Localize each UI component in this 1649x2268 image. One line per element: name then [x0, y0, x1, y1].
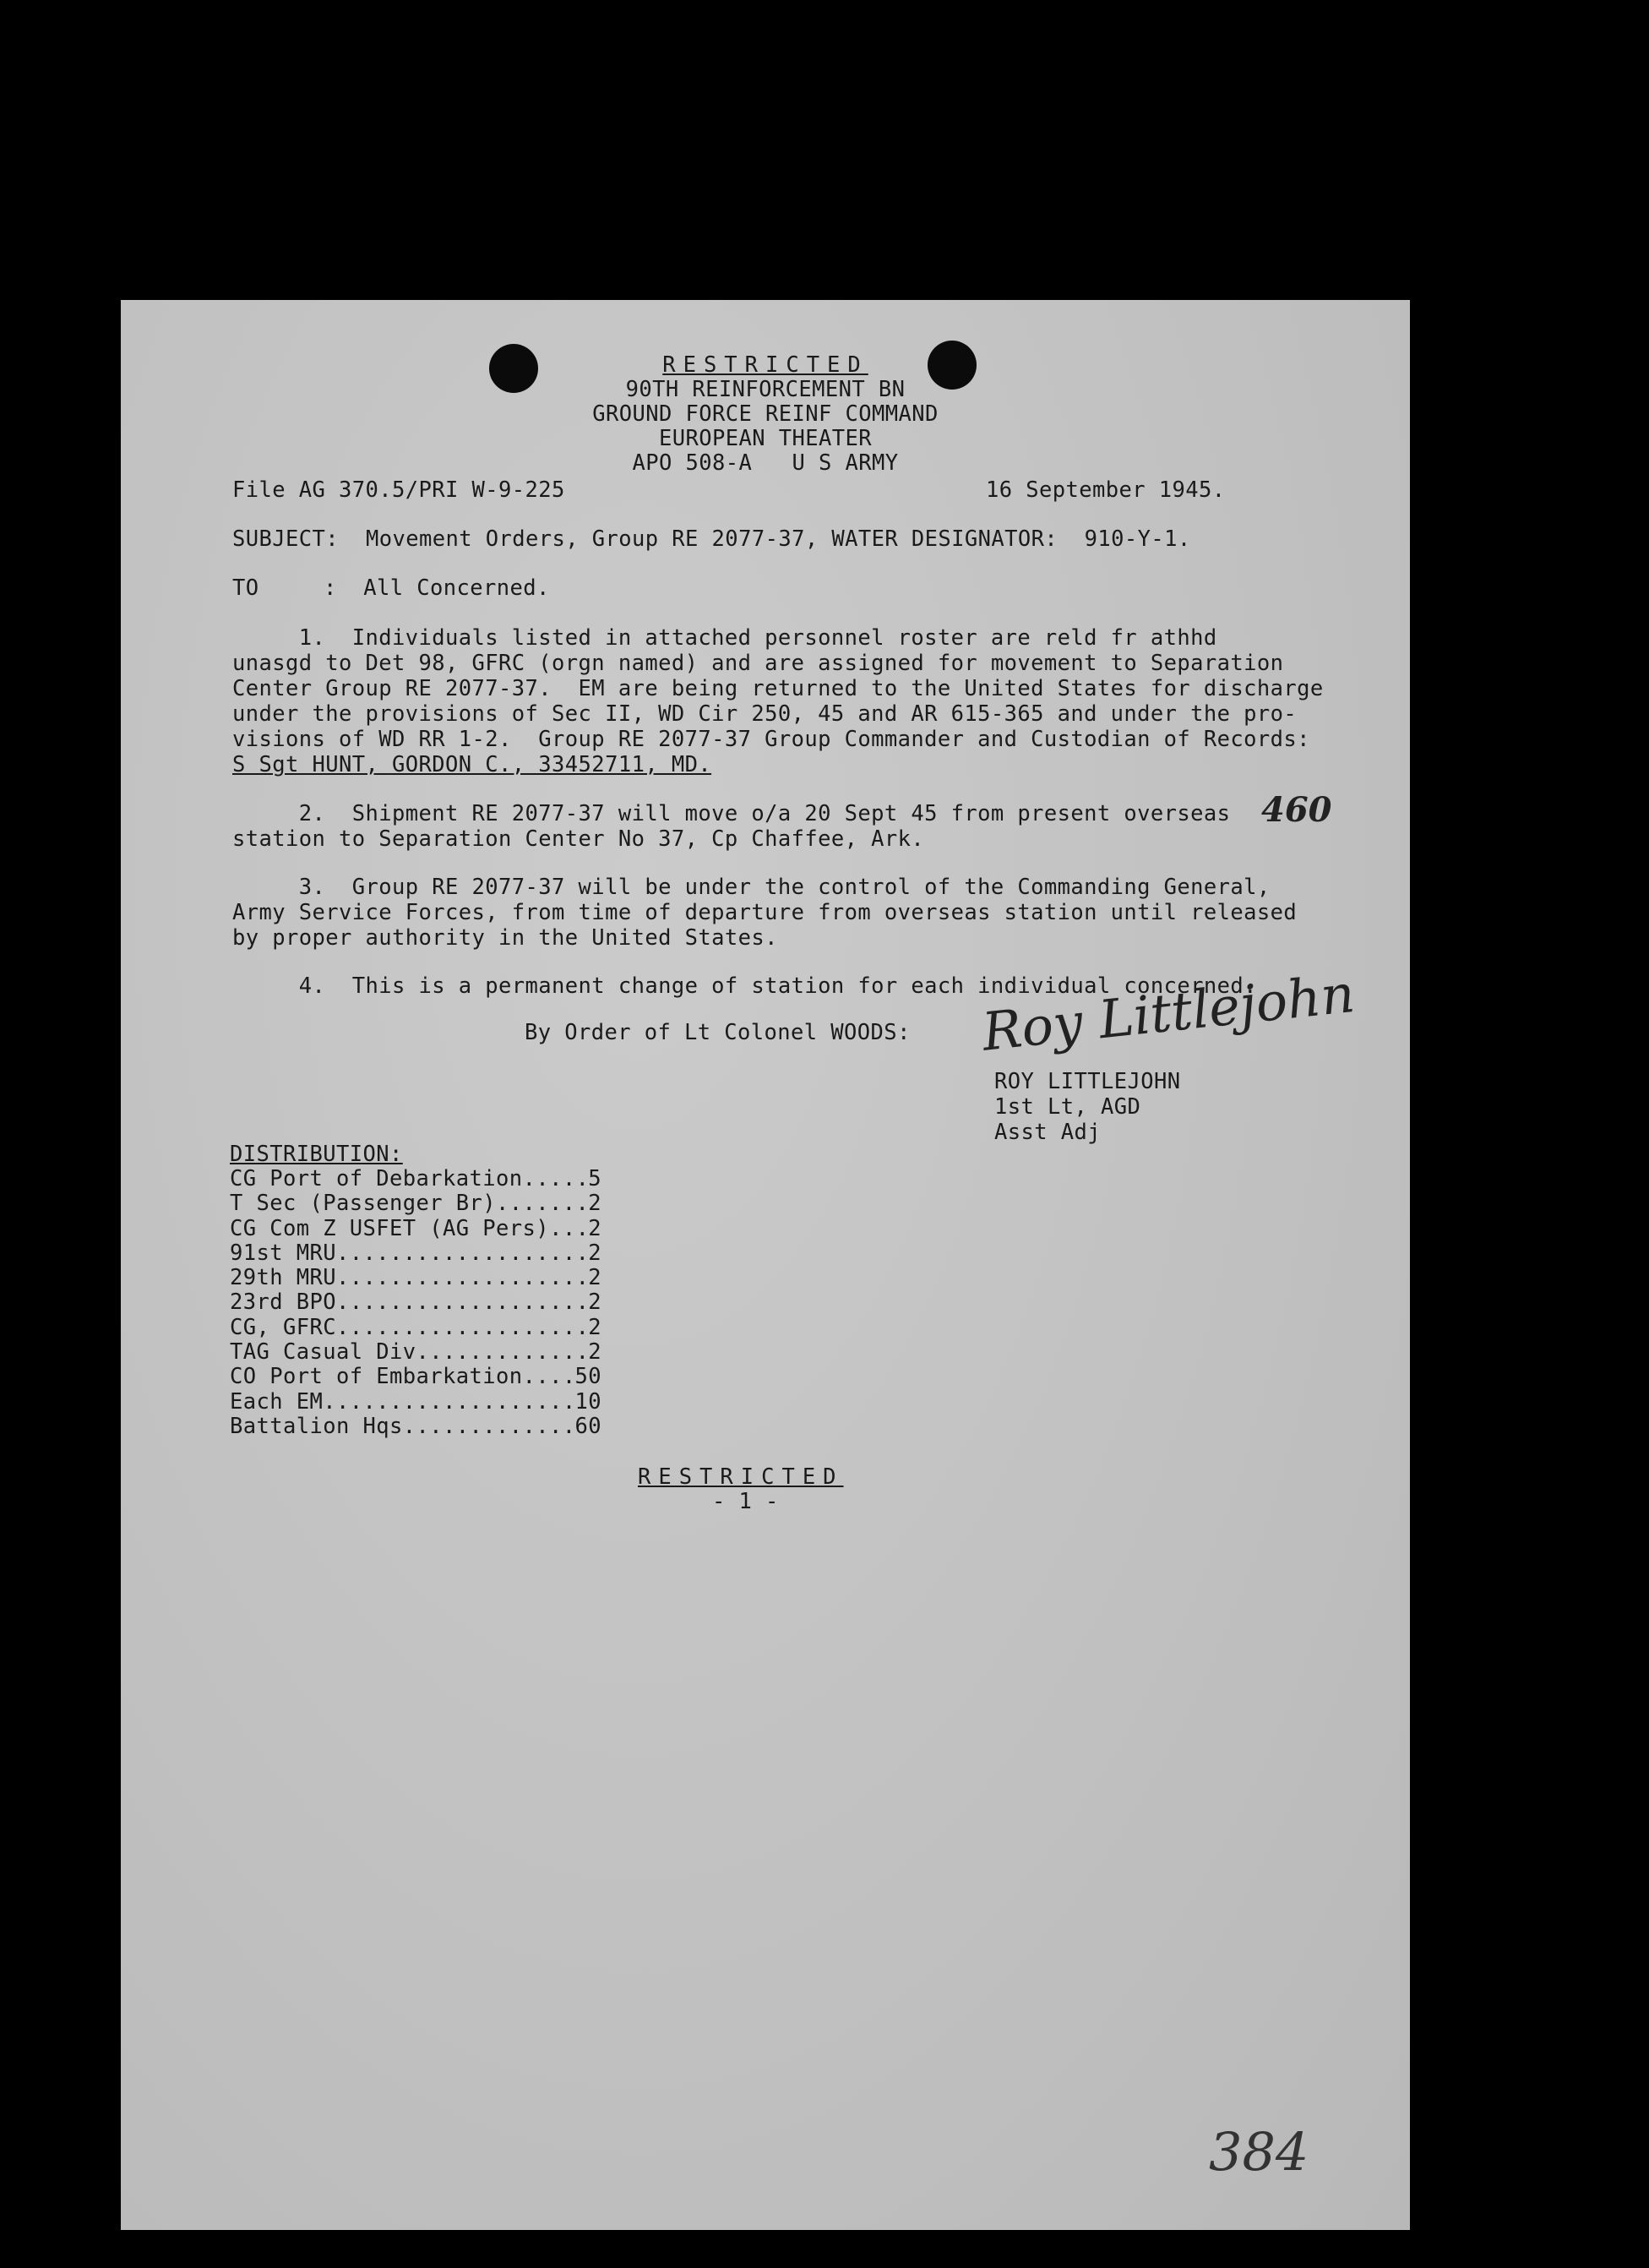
paragraph-4-line-1: 4. This is a permanent change of station for each individual concerned.	[232, 973, 1257, 999]
distribution-row	[230, 1167, 601, 1191]
paragraph-3-line-1: 3. Group RE 2077-37 will be under the control of the Commanding General,	[232, 875, 1271, 900]
distribution-copies: 2	[588, 1289, 601, 1316]
distribution-recipient: Battalion Hqs	[230, 1413, 403, 1439]
to-label: TO	[232, 575, 259, 601]
distribution-copies: 2	[588, 1265, 601, 1291]
distribution-row	[230, 1316, 601, 1340]
distribution-copies: 2	[588, 1215, 601, 1241]
signature-title: Asst Adj	[994, 1120, 1102, 1145]
signature-name: ROY LITTLEJOHN	[994, 1069, 1181, 1094]
distribution-recipient: CO Port of Embarkation	[230, 1364, 523, 1390]
document-date: 16 September 1945.	[986, 477, 1226, 503]
distribution-row	[230, 1191, 601, 1216]
handwritten-460: 460	[1261, 790, 1332, 830]
distribution-heading: DISTRIBUTION:	[230, 1142, 403, 1167]
distribution-recipient: TAG Casual Div	[230, 1339, 416, 1366]
paragraph-1-line-3: Center Group RE 2077-37. EM are being returned to the United States for discharge	[232, 676, 1324, 701]
header-command: GROUND FORCE REINF COMMAND	[592, 401, 939, 427]
handwritten-page-number: 384	[1209, 2121, 1309, 2183]
distribution-row	[230, 1365, 601, 1389]
distribution-copies: 5	[588, 1166, 601, 1191]
paragraph-1-line-2: unasgd to Det 98, GFRC (orgn named) and are assigned for movement to Separation	[232, 651, 1284, 676]
distribution-row	[230, 1266, 601, 1290]
distribution-row	[230, 1415, 601, 1439]
signature-rank: 1st Lt, AGD	[994, 1094, 1141, 1120]
distribution-row	[230, 1217, 601, 1241]
paragraph-1-line-5: visions of WD RR 1-2. Group RE 2077-37 Group Commander and Custodian of Records:	[232, 727, 1310, 752]
footer-page-number: - 1 -	[712, 1489, 779, 1514]
distribution-copies: 2	[588, 1314, 601, 1340]
paragraph-1-line-4: under the provisions of Sec II, WD Cir 250, 45 and AR 615-365 and under the pro-	[232, 701, 1298, 727]
header-unit: 90TH REINFORCEMENT BN	[625, 377, 906, 402]
distribution-recipient: 29th MRU	[230, 1265, 337, 1291]
distribution-copies: 2	[588, 1339, 601, 1366]
file-reference: File AG 370.5/PRI W-9-225	[232, 477, 565, 503]
to-text: : All Concerned.	[324, 575, 550, 601]
paragraph-2-line-1: 2. Shipment RE 2077-37 will move o/a 20 Sept 45 from present overseas	[232, 801, 1231, 826]
distribution-copies: 10	[574, 1388, 601, 1415]
distribution-row	[230, 1340, 601, 1365]
distribution-row	[230, 1390, 601, 1415]
paragraph-1-line-1: 1. Individuals listed in attached personnel roster are reld fr athhd	[232, 625, 1217, 651]
distribution-recipient: Each EM	[230, 1388, 324, 1415]
distribution-recipient: CG Port of Debarkation	[230, 1166, 523, 1191]
header-classification: RESTRICTED	[662, 352, 868, 378]
distribution-row	[230, 1241, 601, 1266]
subject-label: SUBJECT:	[232, 526, 340, 552]
distribution-recipient: CG, GFRC	[230, 1314, 337, 1340]
paragraph-3-line-2: Army Service Forces, from time of departure from overseas station until released	[232, 900, 1298, 925]
signature-handwritten: Roy Littlejohn	[979, 962, 1358, 1063]
paragraph-1-line-6: S Sgt HUNT, GORDON C., 33452711, MD.	[232, 752, 712, 777]
paragraph-3-line-3: by proper authority in the United States.	[232, 925, 778, 951]
distribution-list	[230, 1167, 601, 1439]
paragraph-2-line-2: station to Separation Center No 37, Cp Chaffee, Ark.	[232, 826, 925, 852]
distribution-recipient: 91st MRU	[230, 1240, 337, 1266]
distribution-copies: 60	[574, 1413, 601, 1439]
distribution-copies: 2	[588, 1240, 601, 1266]
distribution-copies: 50	[574, 1364, 601, 1390]
header-theater: EUROPEAN THEATER	[658, 426, 873, 451]
footer-classification: RESTRICTED	[638, 1464, 844, 1490]
by-order-line: By Order of Lt Colonel WOODS:	[525, 1020, 911, 1045]
distribution-copies: 2	[588, 1191, 601, 1217]
distribution-recipient: 23rd BPO	[230, 1289, 337, 1316]
subject-text: Movement Orders, Group RE 2077-37, WATER DESIGNATOR: 910-Y-1.	[366, 526, 1191, 552]
distribution-row	[230, 1290, 601, 1315]
distribution-recipient: T Sec (Passenger Br)	[230, 1191, 497, 1217]
document-page	[121, 300, 1410, 2230]
distribution-recipient: CG Com Z USFET (AG Pers)	[230, 1215, 550, 1241]
header-apo: APO 508-A U S ARMY	[632, 450, 899, 476]
